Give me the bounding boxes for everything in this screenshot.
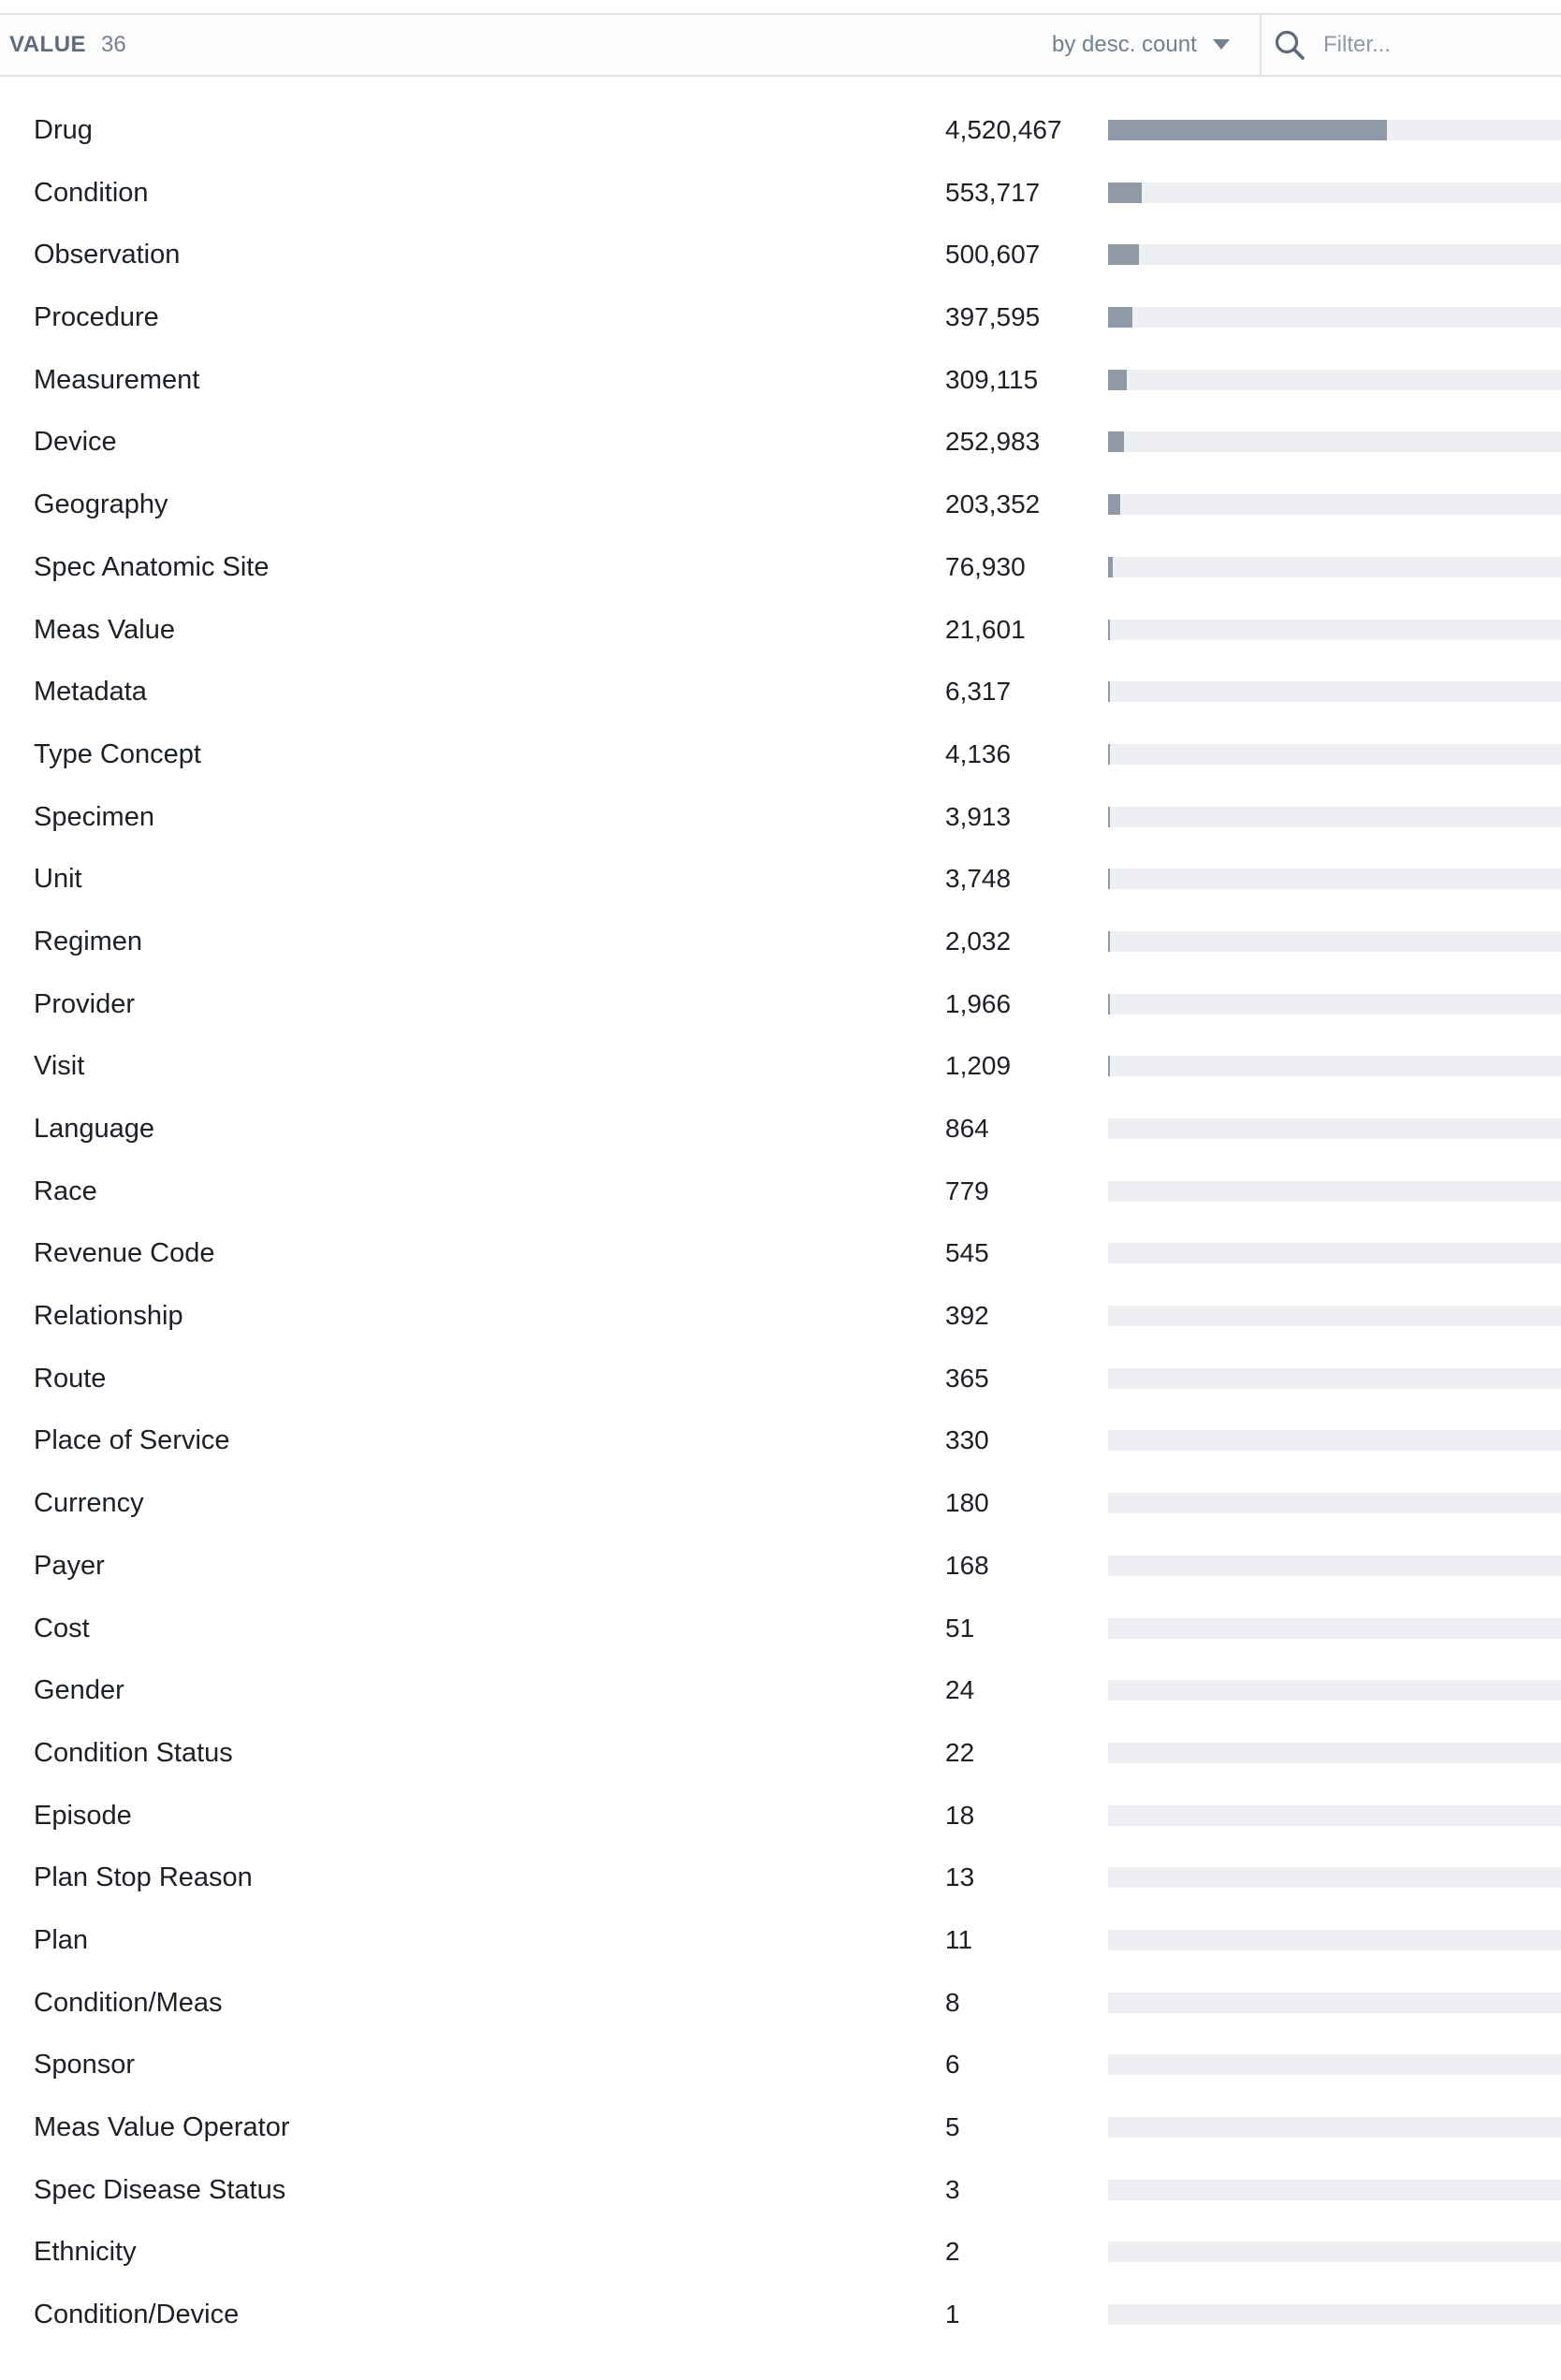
value-label: Language — [34, 1114, 155, 1144]
value-row[interactable] — [0, 286, 1561, 349]
count-bar-track — [1108, 244, 1561, 265]
value-label: Geography — [34, 489, 168, 520]
value-label: Condition/Meas — [34, 1987, 223, 2018]
value-row[interactable] — [0, 1909, 1561, 1972]
value-label: Measurement — [34, 364, 200, 395]
value-row[interactable] — [0, 1409, 1561, 1472]
value-row[interactable] — [0, 1847, 1561, 1909]
value-label: Revenue Code — [34, 1238, 215, 1269]
value-row[interactable] — [0, 723, 1561, 786]
count-bar-track — [1108, 431, 1561, 452]
caret-down-icon — [1213, 39, 1230, 50]
count-bar-track — [1108, 370, 1561, 390]
count-bar-fill — [1108, 807, 1110, 827]
value-count: 18 — [945, 1800, 975, 1830]
search-icon — [1273, 28, 1306, 62]
value-label: Unit — [34, 864, 82, 895]
count-bar-track — [1108, 1680, 1561, 1701]
value-row[interactable] — [0, 1285, 1561, 1348]
value-row[interactable] — [0, 224, 1561, 286]
count-bar-track — [1108, 183, 1561, 203]
value-row[interactable] — [0, 349, 1561, 412]
value-label: Plan — [34, 1924, 89, 1955]
count-bar-track — [1108, 2241, 1561, 2262]
value-row[interactable] — [0, 2159, 1561, 2222]
count-bar-fill — [1108, 431, 1124, 452]
value-label: Relationship — [34, 1301, 183, 1332]
value-row[interactable] — [0, 1098, 1561, 1161]
value-count: 2 — [945, 2237, 960, 2267]
value-label: Currency — [34, 1488, 144, 1519]
value-row[interactable] — [0, 1722, 1561, 1785]
value-count: 203,352 — [945, 489, 1041, 519]
count-bar-fill — [1108, 494, 1120, 515]
value-row[interactable] — [0, 162, 1561, 225]
value-label: Payer — [34, 1550, 105, 1581]
count-bar-fill — [1108, 370, 1127, 390]
value-count: 5 — [945, 2112, 960, 2141]
value-count: 392 — [945, 1301, 989, 1331]
count-bar-track — [1108, 1930, 1561, 1950]
count-bar-fill — [1108, 681, 1110, 702]
value-count: 13 — [945, 1862, 975, 1892]
value-label: Spec Anatomic Site — [34, 551, 270, 582]
count-bar-track — [1108, 1368, 1561, 1389]
count-bar-track — [1108, 1306, 1561, 1326]
value-count-badge: 36 — [101, 32, 126, 57]
value-count: 76,930 — [945, 551, 1026, 581]
value-row[interactable] — [0, 2034, 1561, 2096]
value-label: Drug — [34, 115, 93, 145]
value-count: 1,209 — [945, 1051, 1012, 1081]
value-row[interactable] — [0, 786, 1561, 849]
count-bar-fill — [1108, 244, 1139, 265]
value-label: Ethnicity — [34, 2237, 137, 2268]
count-bar-track — [1108, 2180, 1561, 2200]
value-row[interactable] — [0, 599, 1561, 662]
count-bar-track — [1108, 744, 1561, 765]
count-bar-track — [1108, 994, 1561, 1015]
count-bar-track — [1108, 1243, 1561, 1263]
count-bar-fill — [1108, 307, 1132, 328]
count-bar-track — [1108, 1993, 1561, 2013]
value-label: Device — [34, 427, 117, 458]
value-count: 2,032 — [945, 926, 1012, 956]
count-bar-track — [1108, 681, 1561, 702]
value-row[interactable] — [0, 1348, 1561, 1410]
value-count: 309,115 — [945, 364, 1039, 394]
value-label: Race — [34, 1175, 97, 1206]
value-label: Cost — [34, 1613, 90, 1643]
column-title: VALUE — [9, 32, 87, 57]
value-count: 864 — [945, 1114, 989, 1143]
value-label: Condition/Device — [34, 2300, 240, 2330]
value-row[interactable] — [0, 1598, 1561, 1660]
header-divider — [1260, 15, 1262, 75]
value-count: 51 — [945, 1613, 975, 1643]
value-label: Type Concept — [34, 738, 201, 769]
sort-dropdown-label: by desc. count — [1052, 32, 1197, 57]
count-bar-track — [1108, 1743, 1561, 1763]
count-bar-fill — [1108, 744, 1110, 765]
value-row[interactable] — [0, 2221, 1561, 2284]
count-bar-track — [1108, 2304, 1561, 2325]
value-count: 180 — [945, 1488, 989, 1518]
value-row[interactable] — [0, 1535, 1561, 1598]
count-bar-track — [1108, 2054, 1561, 2075]
count-bar-track — [1108, 557, 1561, 577]
value-row[interactable] — [0, 1222, 1561, 1285]
value-row[interactable] — [0, 848, 1561, 911]
value-label: Plan Stop Reason — [34, 1862, 253, 1893]
value-label: Condition — [34, 177, 149, 208]
value-count: 1,966 — [945, 988, 1012, 1018]
count-bar-track — [1108, 931, 1561, 952]
count-bar-track — [1108, 1867, 1561, 1888]
value-count: 8 — [945, 1987, 960, 2017]
value-label: Gender — [34, 1675, 124, 1706]
value-count: 3,913 — [945, 801, 1012, 831]
value-row[interactable] — [0, 1972, 1561, 2035]
value-count: 545 — [945, 1238, 989, 1268]
value-count: 3 — [945, 2174, 960, 2204]
count-bar-track — [1108, 1056, 1561, 1076]
count-bar-track — [1108, 1430, 1561, 1451]
value-label: Procedure — [34, 302, 159, 333]
value-label: Spec Disease Status — [34, 2174, 286, 2205]
count-bar-fill — [1108, 994, 1110, 1015]
value-label: Route — [34, 1363, 107, 1394]
count-bar-track — [1108, 2117, 1561, 2138]
value-row[interactable] — [0, 2096, 1561, 2159]
value-label: Visit — [34, 1051, 85, 1082]
value-row[interactable] — [0, 911, 1561, 973]
value-count: 1 — [945, 2300, 960, 2329]
count-bar-fill — [1108, 183, 1142, 203]
count-bar-fill — [1108, 557, 1113, 577]
value-count: 11 — [945, 1924, 973, 1954]
value-count: 365 — [945, 1363, 989, 1393]
filter-input[interactable] — [1314, 24, 1548, 66]
value-row[interactable] — [0, 2284, 1561, 2346]
value-label: Condition Status — [34, 1737, 233, 1768]
value-list — [0, 99, 1561, 2346]
value-label: Regimen — [34, 926, 143, 956]
count-bar-track — [1108, 869, 1561, 889]
value-label: Meas Value Operator — [34, 2112, 290, 2142]
count-bar-track — [1108, 307, 1561, 328]
count-bar-track — [1108, 120, 1561, 140]
value-row[interactable] — [0, 973, 1561, 1036]
value-row[interactable] — [0, 99, 1561, 162]
value-count: 252,983 — [945, 427, 1041, 457]
value-row[interactable] — [0, 1035, 1561, 1098]
value-label: Episode — [34, 1800, 132, 1831]
value-row[interactable] — [0, 1161, 1561, 1223]
value-row[interactable] — [0, 1785, 1561, 1847]
count-bar-track — [1108, 1555, 1561, 1576]
value-label: Specimen — [34, 801, 154, 832]
count-bar-track — [1108, 1118, 1561, 1139]
value-count: 3,748 — [945, 864, 1012, 894]
count-bar-fill — [1108, 1056, 1110, 1076]
value-count: 4,520,467 — [945, 115, 1062, 144]
value-row[interactable] — [0, 1472, 1561, 1535]
value-row[interactable] — [0, 536, 1561, 599]
value-count: 779 — [945, 1175, 989, 1205]
value-row[interactable] — [0, 474, 1561, 536]
value-label: Metadata — [34, 677, 147, 708]
value-count: 21,601 — [945, 614, 1026, 644]
value-label: Place of Service — [34, 1425, 230, 1456]
count-bar-track — [1108, 1618, 1561, 1639]
value-row[interactable] — [0, 661, 1561, 723]
value-count: 168 — [945, 1550, 989, 1580]
value-count: 24 — [945, 1675, 975, 1705]
value-count: 22 — [945, 1737, 975, 1767]
count-bar-track — [1108, 494, 1561, 515]
value-count: 330 — [945, 1425, 989, 1455]
value-label: Provider — [34, 988, 135, 1019]
count-bar-fill — [1108, 620, 1110, 640]
count-bar-track — [1108, 620, 1561, 640]
count-bar-track — [1108, 1493, 1561, 1513]
count-bar-track — [1108, 1181, 1561, 1202]
value-row[interactable] — [0, 411, 1561, 474]
value-row[interactable] — [0, 1659, 1561, 1722]
count-bar-track — [1108, 1805, 1561, 1826]
value-count: 6 — [945, 2050, 960, 2080]
value-count: 6,317 — [945, 677, 1012, 707]
value-count: 4,136 — [945, 738, 1012, 768]
value-count: 553,717 — [945, 177, 1041, 207]
panel-header — [0, 13, 1561, 77]
count-bar-fill — [1108, 931, 1110, 952]
sort-dropdown[interactable] — [1039, 15, 1260, 75]
count-bar-fill — [1108, 869, 1110, 889]
count-bar-track — [1108, 807, 1561, 827]
value-count: 397,595 — [945, 302, 1041, 332]
value-label: Sponsor — [34, 2050, 136, 2081]
value-count: 500,607 — [945, 240, 1041, 270]
value-label: Meas Value — [34, 614, 175, 645]
value-label: Observation — [34, 240, 181, 270]
count-bar-fill — [1108, 120, 1387, 140]
